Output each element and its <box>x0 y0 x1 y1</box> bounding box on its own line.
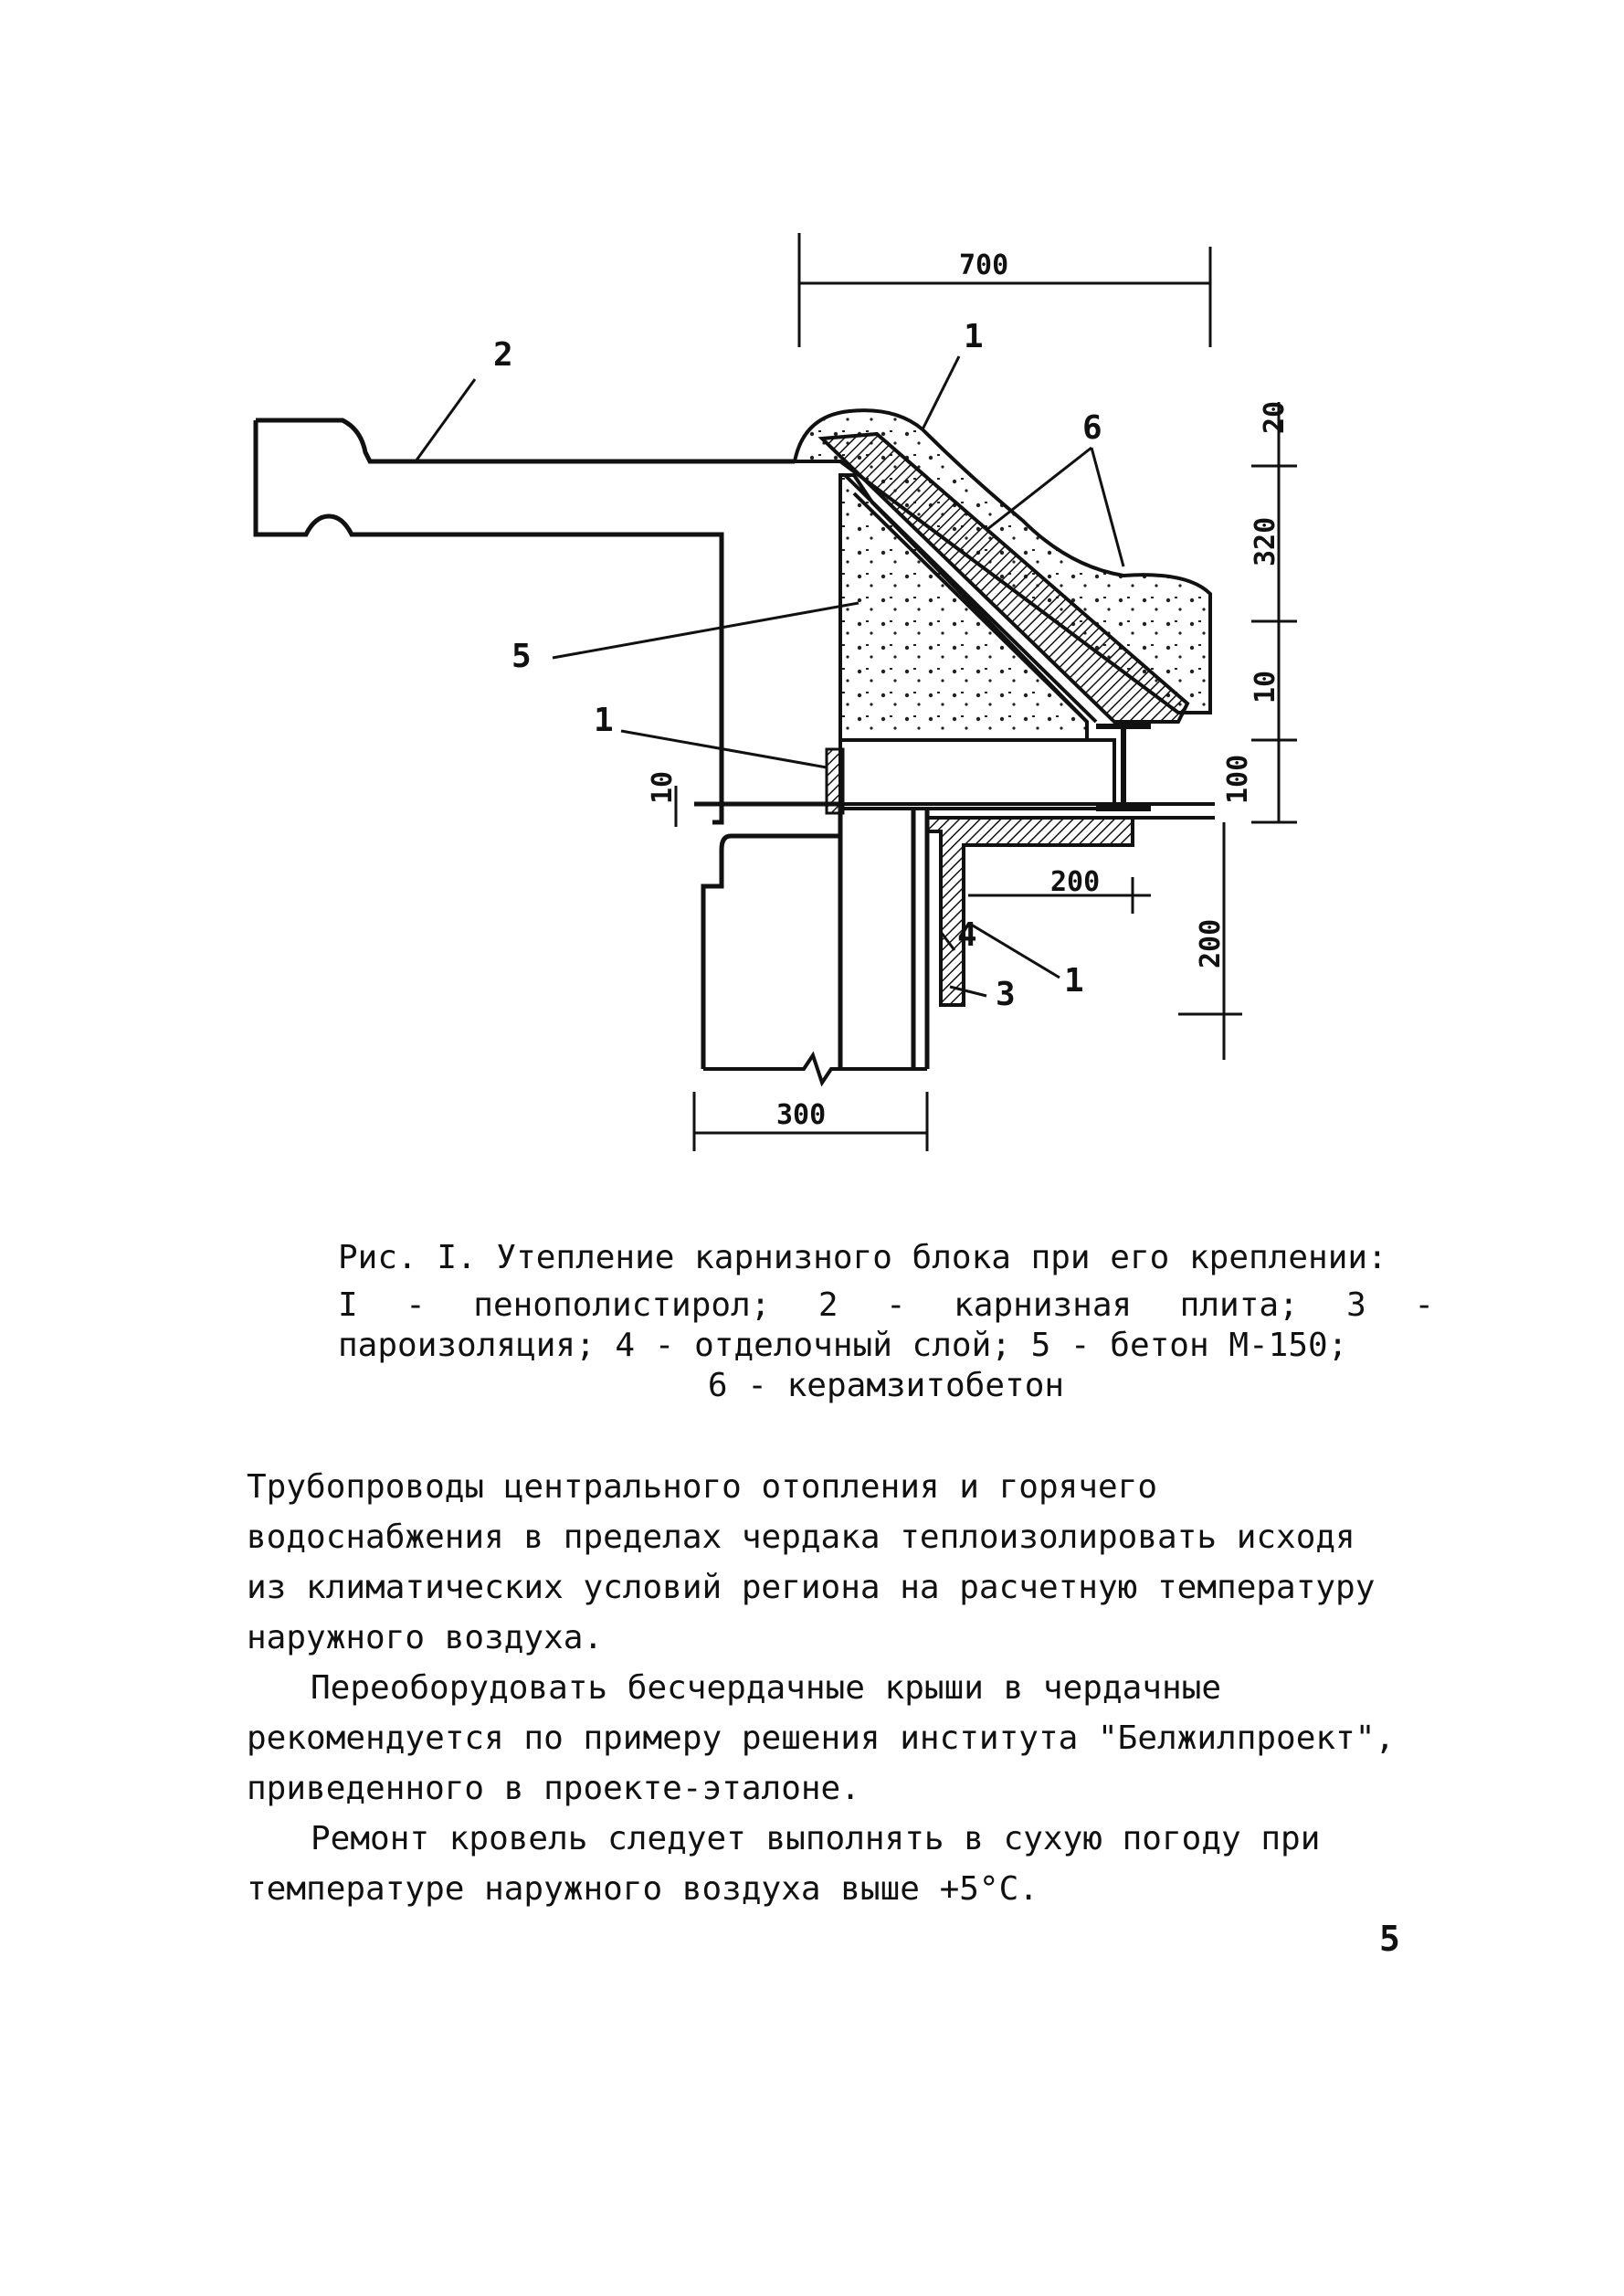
paragraph-3: Ремонт кровель следует выполнять в сухую погоду при температуре наружного воздуха выше +5°С. <box>247 1820 1321 1908</box>
wall-outline <box>694 804 840 1069</box>
wall-outline-right <box>840 804 927 1069</box>
beam <box>840 740 1114 809</box>
dim-20: 20 <box>1259 400 1291 434</box>
dim-100: 100 <box>1222 754 1254 804</box>
body-text <box>247 1462 1407 1914</box>
callout-1-top: 1 <box>964 318 984 355</box>
paragraph-2: Переоборудовать бесчердачные крыши в чердачные рекомендуется по примеру решения института "Белжилпроект", приведенного в проекте-эталоне. <box>247 1669 1396 1807</box>
callout-2: 2 <box>493 336 513 374</box>
dim-300: 300 <box>776 1099 827 1131</box>
dim-320: 320 <box>1250 516 1281 566</box>
paragraph-1: Трубопроводы центрального отопления и горячего водоснабжения в пределах чердака теплоизолировать исходя из климатических условий региона на расчетную температуру наружного воздуха. <box>247 1468 1376 1656</box>
callout-1-bottom: 1 <box>1064 962 1084 1000</box>
callout-6: 6 <box>1082 409 1102 447</box>
dim-10-left: 10 <box>647 770 679 804</box>
dim-200-mid: 200 <box>1050 866 1101 898</box>
caption-legend-last: 6 - керамзитобетон <box>707 1367 1065 1404</box>
callout-4: 4 <box>957 916 977 954</box>
callout-3: 3 <box>996 976 1016 1013</box>
page-number: 5 <box>1379 1919 1400 1959</box>
lower-slab <box>927 818 1133 1005</box>
break-mark <box>703 1055 927 1083</box>
caption-legend: I - пенополистирол; 2 - карнизная плита; 3 - пароизоляция; 4 - отделочный слой; 5 - бетон М-150; <box>338 1286 1434 1364</box>
callout-5: 5 <box>511 638 532 675</box>
callout-1-left: 1 <box>594 702 614 739</box>
dim-200-right: 200 <box>1195 918 1227 968</box>
caption-title: Рис. I. Утепление карнизного блока при его креплении: <box>338 1239 1387 1276</box>
dim-10-right: 10 <box>1250 670 1281 704</box>
cornice-slab-top <box>256 420 795 461</box>
dim-700: 700 <box>959 249 1009 281</box>
cornice-slab <box>256 420 722 822</box>
figure-caption <box>338 1238 1434 1406</box>
